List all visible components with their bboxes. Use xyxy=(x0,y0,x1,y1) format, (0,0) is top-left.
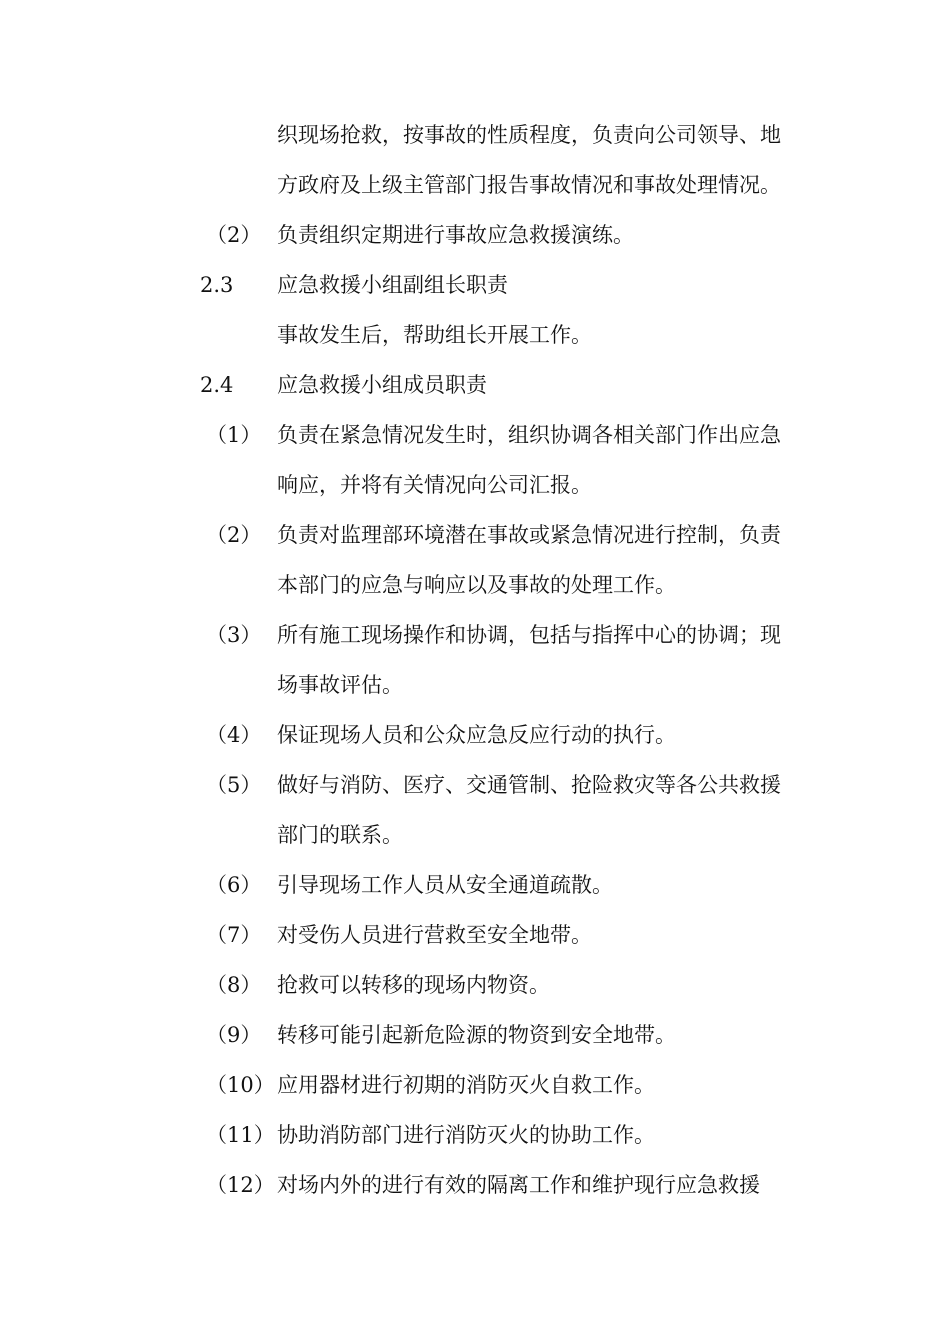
line-text: 场事故评估。 xyxy=(277,673,403,697)
list-item xyxy=(0,960,950,1010)
item-number: （3） xyxy=(206,623,262,647)
section-number: 2.4 xyxy=(200,373,234,397)
item-number: （10） xyxy=(206,1073,275,1097)
paragraph-line xyxy=(0,160,950,210)
item-number: （4） xyxy=(206,723,262,747)
list-item xyxy=(0,1010,950,1060)
paragraph-line xyxy=(0,660,950,710)
item-number: （1） xyxy=(206,423,262,447)
list-item xyxy=(0,1060,950,1110)
line-text: 事故发生后，帮助组长开展工作。 xyxy=(277,323,592,347)
section-heading xyxy=(0,260,950,310)
section-heading xyxy=(0,360,950,410)
list-item xyxy=(0,910,950,960)
section-title: 应急救援小组成员职责 xyxy=(277,373,487,397)
paragraph-line xyxy=(0,110,950,160)
line-text: 转移可能引起新危险源的物资到安全地带。 xyxy=(277,1023,676,1047)
item-number: （2） xyxy=(206,523,262,547)
list-item xyxy=(0,1110,950,1160)
list-item xyxy=(0,510,950,560)
item-number: （6） xyxy=(206,873,262,897)
section-title: 应急救援小组副组长职责 xyxy=(277,273,508,297)
item-number: （8） xyxy=(206,973,262,997)
line-text: 负责对监理部环境潜在事故或紧急情况进行控制，负责 xyxy=(277,523,781,547)
item-number: （7） xyxy=(206,923,262,947)
line-text: 所有施工现场操作和协调，包括与指挥中心的协调；现 xyxy=(277,623,781,647)
line-text: 抢救可以转移的现场内物资。 xyxy=(277,973,550,997)
paragraph-line xyxy=(0,810,950,860)
paragraph-line xyxy=(0,310,950,360)
line-text: 保证现场人员和公众应急反应行动的执行。 xyxy=(277,723,676,747)
section-number: 2.3 xyxy=(200,273,234,297)
line-text: 织现场抢救，按事故的性质程度，负责向公司领导、地 xyxy=(277,123,781,147)
item-number: （2） xyxy=(206,223,262,247)
line-text: 响应，并将有关情况向公司汇报。 xyxy=(277,473,592,497)
item-number: （5） xyxy=(206,773,262,797)
paragraph-line xyxy=(0,460,950,510)
list-item xyxy=(0,210,950,260)
list-item xyxy=(0,860,950,910)
item-number: （12） xyxy=(206,1173,275,1197)
line-text: 引导现场工作人员从安全通道疏散。 xyxy=(277,873,613,897)
line-text: 本部门的应急与响应以及事故的处理工作。 xyxy=(277,573,676,597)
line-text: 对场内外的进行有效的隔离工作和维护现行应急救援 xyxy=(277,1173,760,1197)
item-number: （11） xyxy=(206,1123,275,1147)
line-text: 应用器材进行初期的消防灭火自救工作。 xyxy=(277,1073,655,1097)
list-item xyxy=(0,410,950,460)
line-text: 对受伤人员进行营救至安全地带。 xyxy=(277,923,592,947)
line-text: 协助消防部门进行消防灭火的协助工作。 xyxy=(277,1123,655,1147)
line-text: 做好与消防、医疗、交通管制、抢险救灾等各公共救援 xyxy=(277,773,781,797)
line-text: 负责在紧急情况发生时，组织协调各相关部门作出应急 xyxy=(277,423,781,447)
line-text: 部门的联系。 xyxy=(277,823,403,847)
paragraph-line xyxy=(0,560,950,610)
item-number: （9） xyxy=(206,1023,262,1047)
list-item xyxy=(0,610,950,660)
list-item xyxy=(0,710,950,760)
line-text: 负责组织定期进行事故应急救援演练。 xyxy=(277,223,634,247)
list-item xyxy=(0,1160,950,1210)
line-text: 方政府及上级主管部门报告事故情况和事故处理情况。 xyxy=(277,173,781,197)
list-item xyxy=(0,760,950,810)
